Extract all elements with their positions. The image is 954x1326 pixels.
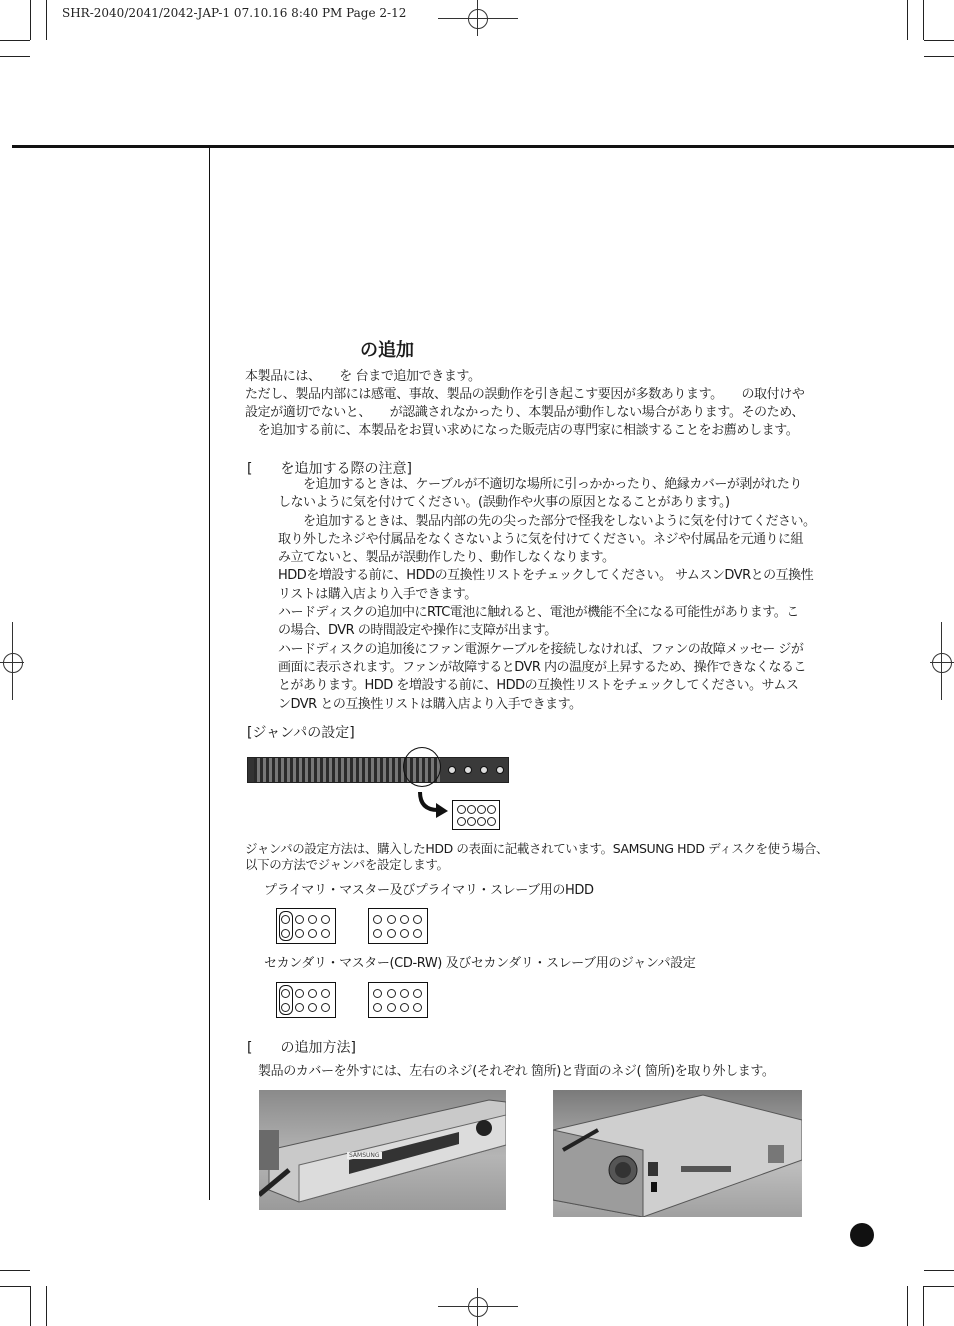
method-step: 製品のカバーを外すには、左右のネジ(それぞれ 箇所)と背面のネジ( 箇所)を取り外します。 xyxy=(258,1064,775,1079)
crop-mark xyxy=(924,40,954,41)
primary-jumper-label: プライマリ・マスター及びプライマリ・スレーブ用のHDD xyxy=(264,883,594,898)
jumper-pin xyxy=(373,929,382,938)
jumper-heading: [ジャンパの設定] xyxy=(247,725,355,741)
jumper-pins-closeup xyxy=(452,800,500,830)
caution-line: を追加するときは、製品内部の先の尖った部分で怪我をしないように気を付けてください。 xyxy=(278,513,816,529)
dvr-back-photo xyxy=(553,1090,802,1217)
dvr-front-photo xyxy=(259,1090,506,1210)
jumper-pin xyxy=(413,1003,422,1012)
method-heading: [ の追加方法] xyxy=(247,1040,356,1056)
caution-line: とがあります。HDD を増設する前に、HDDの互換性リストをチェックしてください。サムス xyxy=(278,678,799,694)
caution-list xyxy=(278,476,816,714)
page-title: の追加 xyxy=(360,340,414,361)
jumper-pin xyxy=(308,1003,317,1012)
secondary-master-jumper-diagram xyxy=(276,982,336,1018)
jumper-highlight-circle xyxy=(403,747,441,787)
secondary-jumper-label: セカンダリ・マスター(CD-RW) 及びセカンダリ・スレーブ用のジャンパ設定 xyxy=(264,956,696,971)
registration-mark xyxy=(3,653,23,673)
crop-mark xyxy=(923,1286,924,1326)
crop-mark xyxy=(0,1270,30,1271)
samsung-badge: SAMSUNG xyxy=(349,1152,380,1159)
crop-mark xyxy=(30,0,31,40)
jumper-pin xyxy=(467,805,476,814)
primary-slave-jumper-diagram xyxy=(368,908,428,944)
crop-mark xyxy=(46,0,47,40)
power-pin xyxy=(496,766,504,774)
crop-mark xyxy=(0,1286,30,1287)
intro-line: 設定が適切でないと、 が認識されなかったり、本製品が動作しない場合があります。そのため、 xyxy=(245,405,804,420)
print-header: SHR-2040/2041/2042-JAP-1 07.10.16 8:40 PM Page 2-12 xyxy=(62,6,407,20)
registration-mark xyxy=(468,1297,488,1317)
caution-line: HDDを増設する前に、HDDの互換性リストをチェックしてください。 サムスンDVRとの互換性 xyxy=(278,568,814,584)
secondary-slave-jumper-diagram xyxy=(368,982,428,1018)
jumper-pin xyxy=(281,915,290,924)
jumper-desc-line: ジャンパの設定方法は、購入したHDD の表面に記載されています。SAMSUNG HDD ディスクを使う場合、 xyxy=(245,841,829,856)
intro-line: ただし、製品内部には感電、事故、製品の誤動作を引き起こす要因が多数あります。 の取付けや xyxy=(245,387,805,402)
crop-mark xyxy=(46,1286,47,1326)
jumper-pin xyxy=(487,805,496,814)
jumper-pin xyxy=(387,929,396,938)
jumper-pin xyxy=(295,989,304,998)
page-number-dot xyxy=(850,1223,874,1247)
jumper-pin xyxy=(400,989,409,998)
jumper-pin xyxy=(457,817,466,826)
intro-line: 本製品には、 を 台まで追加できます。 xyxy=(245,369,481,384)
caution-line: ンDVR との互換性リストは購入店より入手できます。 xyxy=(278,696,582,712)
crop-mark xyxy=(923,0,924,40)
primary-master-jumper-diagram xyxy=(276,908,336,944)
jumper-pin xyxy=(400,915,409,924)
jumper-pin xyxy=(295,1003,304,1012)
jumper-pin xyxy=(321,929,330,938)
caution-line: しないように気を付けてください。(誤動作や火事の原因となることがあります。) xyxy=(278,495,730,511)
jumper-pin xyxy=(295,929,304,938)
dvr-front-illustration xyxy=(259,1090,506,1210)
jumper-pin xyxy=(477,817,486,826)
jumper-pin xyxy=(321,1003,330,1012)
jumper-pin xyxy=(477,805,486,814)
caution-line: 画面に表示されます。ファンが故障するとDVR 内の温度が上昇するため、操作できなくなるこ xyxy=(278,659,807,675)
jumper-pin xyxy=(413,915,422,924)
caution-line: ハードディスクの追加中にRTC電池に触れると、電池が機能不全になる可能性があります。こ xyxy=(278,605,799,621)
jumper-pin xyxy=(387,989,396,998)
arrow-icon xyxy=(414,790,454,820)
jumper-pin xyxy=(487,817,496,826)
crop-mark xyxy=(924,1286,954,1287)
crop-mark xyxy=(924,56,954,57)
jumper-pin xyxy=(413,929,422,938)
caution-line: ハードディスクの追加後にファン電源ケーブルを接続しなければ、ファンの故障メッセー ジが xyxy=(278,641,804,657)
hdd-connector-illustration xyxy=(247,757,509,783)
power-pin xyxy=(464,766,472,774)
jumper-pin xyxy=(308,915,317,924)
jumper-pin xyxy=(295,915,304,924)
power-pin xyxy=(448,766,456,774)
registration-mark xyxy=(468,9,488,29)
jumper-pin xyxy=(467,817,476,826)
jumper-pin xyxy=(373,915,382,924)
crop-mark xyxy=(924,1270,954,1271)
dvr-back-illustration xyxy=(553,1090,802,1217)
caution-line: 取り外したネジや付属品をなくさないように気を付けてください。ネジや付属品を元通りに組 xyxy=(278,531,804,547)
jumper-pin xyxy=(457,805,466,814)
connector-gap xyxy=(248,758,254,782)
caution-line: み立てないと、製品が誤動作したり、動作しなくなります。 xyxy=(278,550,615,566)
jumper-pin xyxy=(281,989,290,998)
caution-line: リストは購入店より入手できます。 xyxy=(278,586,477,602)
top-rule xyxy=(12,145,954,148)
jumper-pin xyxy=(400,1003,409,1012)
crop-mark xyxy=(0,40,30,41)
jumper-pin xyxy=(308,929,317,938)
jumper-pin xyxy=(373,1003,382,1012)
caution-line: を追加するときは、ケーブルが不適切な場所に引っかかったり、絶縁カバーが剥がれたり xyxy=(278,477,802,492)
jumper-desc-line: 以下の方法でジャンパを設定します。 xyxy=(245,857,449,872)
jumper-pin xyxy=(387,915,396,924)
side-rule xyxy=(209,148,210,1200)
jumper-pin xyxy=(281,1003,290,1012)
jumper-pin xyxy=(321,989,330,998)
crop-mark xyxy=(907,0,908,40)
jumper-pin xyxy=(308,989,317,998)
crop-mark xyxy=(0,56,30,57)
caution-heading: [ を追加する際の注意] xyxy=(247,461,412,477)
registration-mark xyxy=(932,653,952,673)
jumper-pin xyxy=(413,989,422,998)
jumper-pin xyxy=(373,989,382,998)
jumper-pin xyxy=(400,929,409,938)
jumper-pin xyxy=(387,1003,396,1012)
crop-mark xyxy=(30,1286,31,1326)
jumper-pin xyxy=(281,929,290,938)
caution-line: の場合、DVR の時間設定や操作に支障が出ます。 xyxy=(278,623,557,639)
power-pin xyxy=(480,766,488,774)
intro-line: を追加する前に、本製品をお買い求めになった販売店の専門家に相談することをお薦めします。 xyxy=(245,423,799,438)
crop-mark xyxy=(907,1286,908,1326)
jumper-pin xyxy=(321,915,330,924)
